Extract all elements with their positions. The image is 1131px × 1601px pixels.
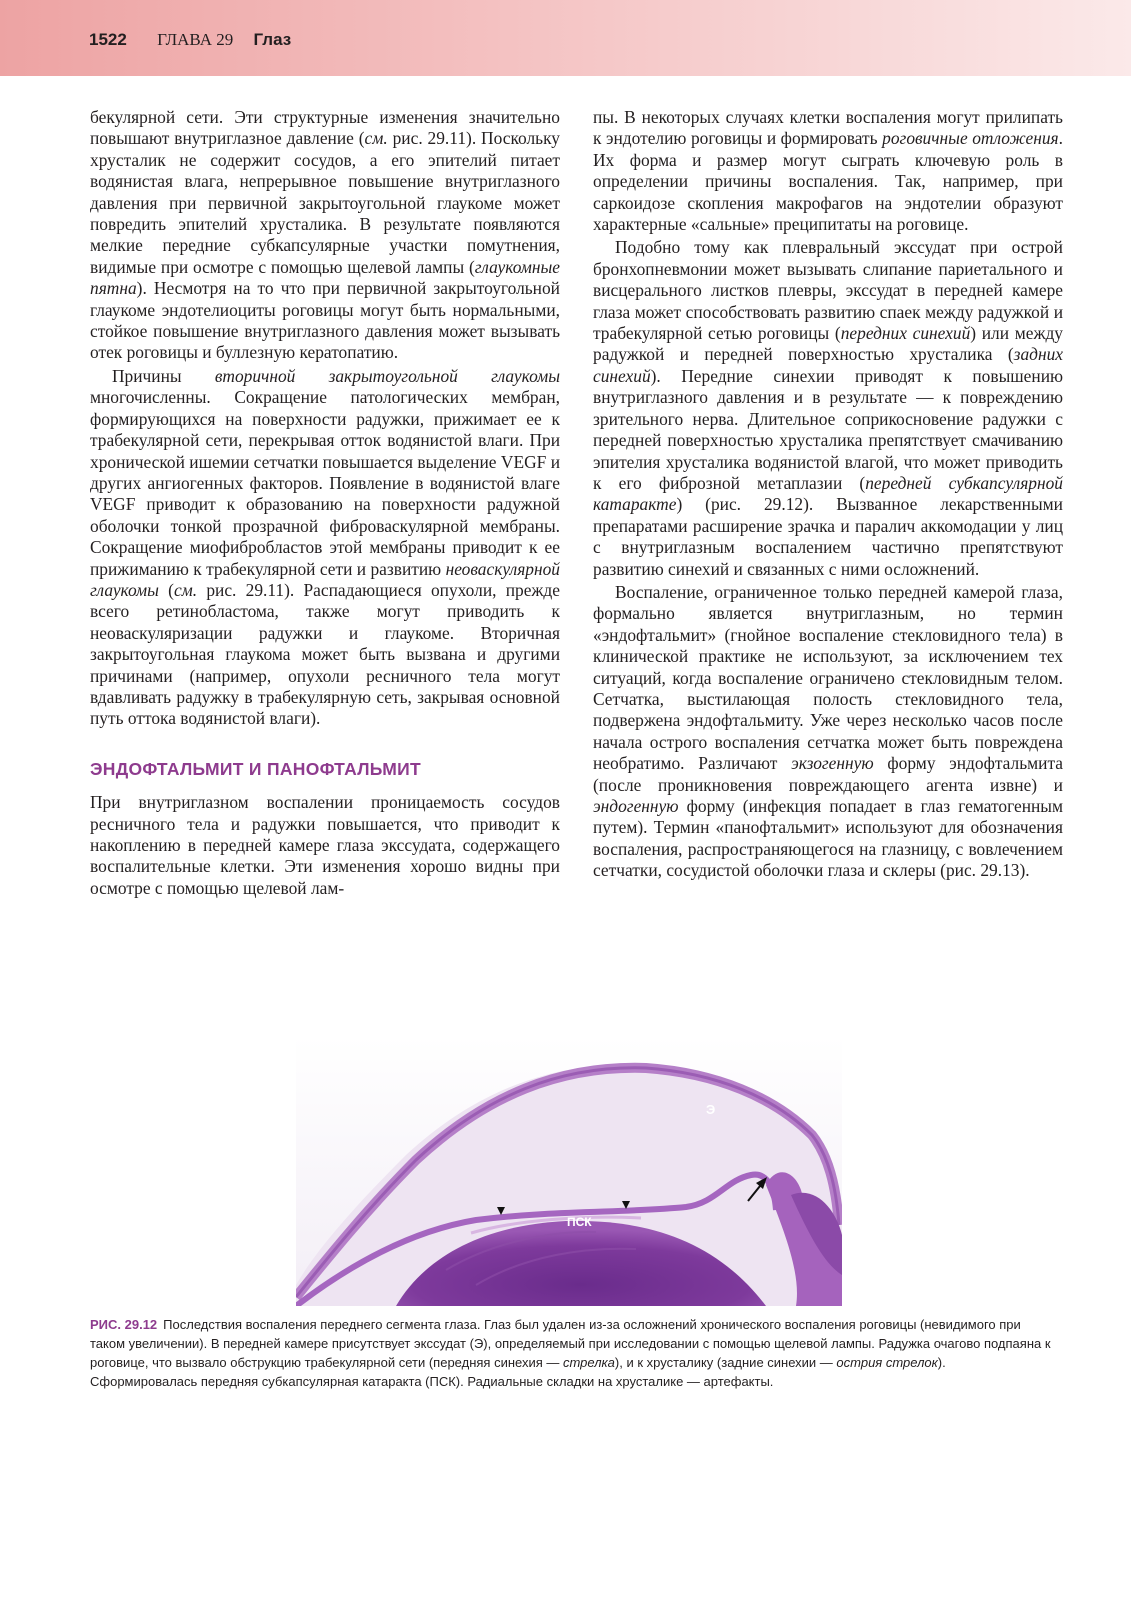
figure-histology-image [296, 1035, 842, 1306]
section-heading: ЭНДОФТАЛЬМИТ И ПАНОФТАЛЬМИТ [90, 758, 421, 779]
left-column [90, 107, 560, 899]
paragraph-endophthalmitis: Воспаление, ограниченное только передней камерой глаза, формально является внутриглазным, но термин «эндофтальмит» (гнойное воспаление стекловидного тела) в клинической практике не используют, за исключением тех ситуаций, когда воспаление ограничено стекловидным телом. Сетчатка, выстилающая полость стекловидного тела, подвержена эндофтальмиту. Уже через несколько часов после начала острого воспаления сетчатка может быть повреждена необратимо. Различают экзогенную форму эндофтальмита (после проникновения повреждающего агента извне) и эндогенную форму (инфекция попадает в глаз гематогенным путем). Термин «панофтальмит» используют для обозначения воспаления, распространяющегося на глазницу, с вовлечением сетчатки, сосудистой оболочки глаза и склеры (рис. 29.13). [593, 581, 1063, 881]
figure-label: РИС. 29.12 [90, 1317, 158, 1332]
paragraph-synechiae: Подобно тому как плевральный экссудат при острой бронхопневмонии может вызывать слипание париетального и висцерального листков плевры, экссудат в передней камере глаза может способствовать развитию спаек между радужкой и трабекулярной сетью роговицы (передних синехий) или между радужкой и передней поверхностью хрусталика (задних синехий). Передние синехии приводят к повышению внутриглазного давления и в результате — к повреждению зрительного нерва. Длительное соприкосновение радужки с передней поверхностью хрусталика препятствует смачиванию эпителия хрусталика водянистой влагой, что может приводить к его фиброзной метаплазии (передней субкапсулярной катаракте) (рис. 29.12). Вызванное лекарственными препаратами расширение зрачка и паралич аккомодации у лиц с внутриглазным воспалением частично препятствуют развитию синехий и связанных с ними осложнений. [593, 237, 1063, 579]
header-text [89, 29, 291, 51]
label-exudate: Э [706, 1102, 716, 1117]
paragraph-glaucoma-continued: бекулярной сети. Эти структурные изменения значительно повышают внутриглазное давление (см. рис. 29.11). Поскольку хрусталик не содержит сосудов, а его эпителий питает водянистая влага, непрерывное повышение внутриглазного давления при первичной закрытоугольной глаукоме может повредить эпителий хрусталика. В результате появляются мелкие передние субкапсулярные участки помутнения, видимые при осмотре с помощью щелевой лампы (глаукомные пятна). Несмотря на то что при первичной закрытоугольной глаукоме эндотелиоциты роговицы могут быть нормальными, стойкое повышение внутриглазного давления может вызывать отек роговицы и буллезную кератопатию. [90, 107, 560, 363]
paragraph-intraocular-inflammation: При внутриглазном воспалении проницаемость сосудов ресничного тела и радужки повышается, что приводит к накоплению в передней камере глаза экссудата, содержащего воспалительные клетки. Эти изменения хорошо видны при осмотре с помощью щелевой лам- [90, 792, 560, 898]
eye-section-illustration [296, 1035, 842, 1306]
page-number: 1522 [89, 30, 127, 49]
right-column [593, 107, 1063, 882]
chapter-label: ГЛАВА 29 [157, 30, 234, 49]
paragraph-keratic-precipitates: пы. В некоторых случаях клетки воспаления могут прилипать к эндотелию роговицы и формировать роговичные отложения. Их форма и размер могут сыграть ключевую роль в определении причины воспаления. Так, например, при саркоидозе скопления макрофагов на эндотелии образуют характерные «сальные» преципитаты на роговице. [593, 107, 1063, 235]
label-psk: ПСК [567, 1215, 592, 1229]
figure-caption: РИС. 29.12 Последствия воспаления переднего сегмента глаза. Глаз был удален из-за осложнений хронического воспаления роговицы (невидимого при таком увеличении). В передней камере присутствует экссудат (Э), определяемый при исследовании с помощью щелевой лампы. Радужка очагово подпаяна к роговице, что вызвало обструкцию трабекулярной сети (передняя синехия — стрелка), и к хрусталику (задние синехии — острия стрелок). Сформировалась передняя субкапсулярная катаракта (ПСК). Радиальные складки на хрусталике — артефакты. [90, 1317, 1051, 1389]
paragraph-secondary-glaucoma: Причины вторичной закрытоугольной глаукомы многочисленны. Сокращение патологических мембран, формирующихся на поверхности радужки, прижимает ее к трабекулярной сети, перекрывая отток водянистой влаги. При хронической ишемии сетчатки повышается выделение VEGF и других ангиогенных факторов. Появление в водянистой влаге VEGF приводит к образованию на поверхности радужной оболочки тонкой прозрачной фиброваскулярной мембраны. Сокращение миофибробластов этой мембраны приводит к ее прижиманию к трабекулярной сети и развитию неоваскулярной глаукомы (см. рис. 29.11). Распадающиеся опухоли, прежде всего ретинобластома, также могут приводить к неоваскуляризации радужки и глаукоме. Вторичная закрытоугольная глаукома может быть вызвана и другими причинами (например, опухоли ресничного тела могут вдавливать радужку в трабекулярную сеть, закрывая основной путь оттока водянистой влаги). [90, 365, 560, 729]
chapter-title: Глаз [253, 30, 292, 49]
